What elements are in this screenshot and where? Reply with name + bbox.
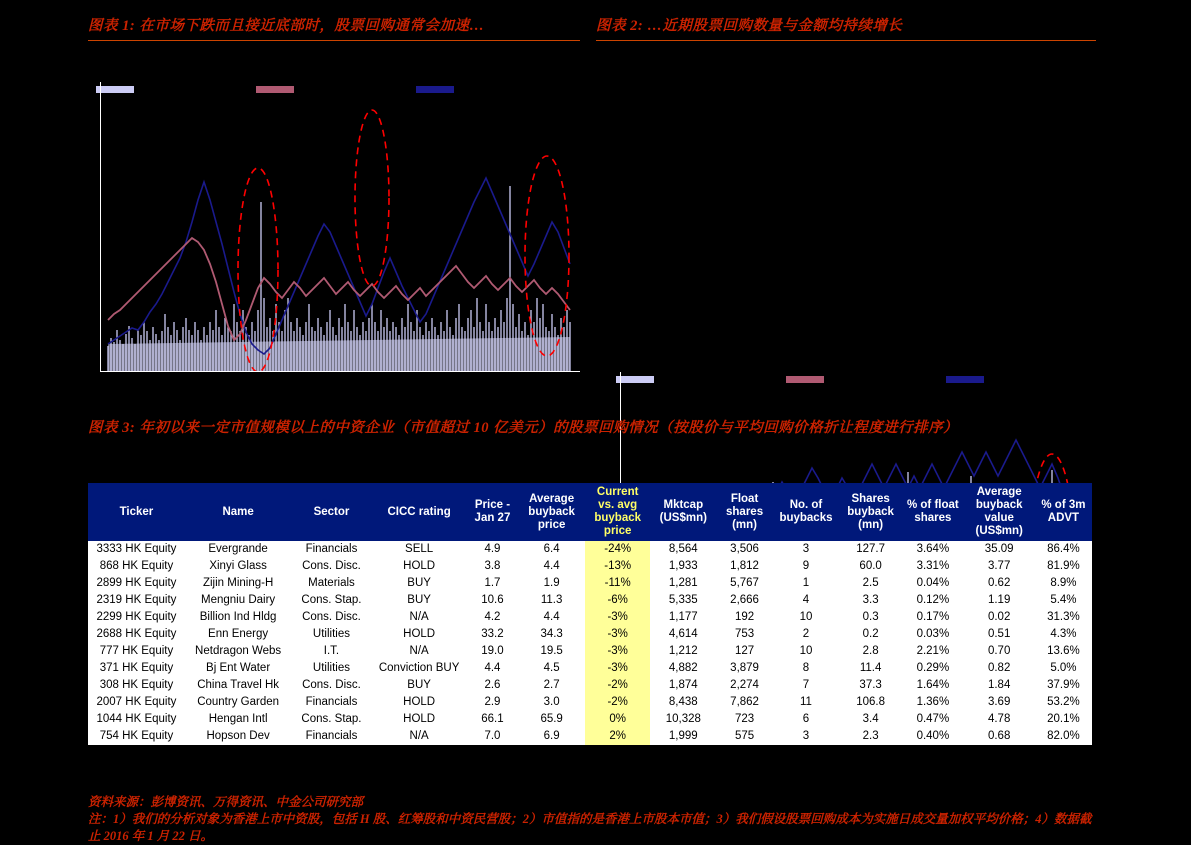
table-cell: 1,874 <box>650 677 716 694</box>
table-cell: 4.5 <box>518 660 585 677</box>
table-cell: 753 <box>716 626 773 643</box>
table-cell: 7 <box>773 677 839 694</box>
table-cell: 2.3 <box>839 728 902 745</box>
table-cell: 2899 HK Equity <box>88 575 185 592</box>
exhibit-1-x-axis <box>100 371 580 372</box>
table-cell: 0.51 <box>964 626 1035 643</box>
table-cell: 1,812 <box>716 558 773 575</box>
table-cell: 4.3% <box>1035 626 1092 643</box>
table-cell: 53.2% <box>1035 694 1092 711</box>
table-cell: 19.0 <box>467 643 519 660</box>
table-cell: 37.9% <box>1035 677 1092 694</box>
table-col-header-12[interactable]: Average buyback value (US$mn) <box>964 483 1035 541</box>
table-cell: 0.3 <box>839 609 902 626</box>
table-cell: 2.9 <box>467 694 519 711</box>
table-cell: 65.9 <box>518 711 585 728</box>
table-cell: 0.04% <box>902 575 963 592</box>
table-cell: 4.4 <box>467 660 519 677</box>
table-cell: 3.64% <box>902 541 963 558</box>
table-cell: 2007 HK Equity <box>88 694 185 711</box>
table-cell: -11% <box>585 575 650 592</box>
exhibit-1-legend-swatch-navy <box>416 86 454 93</box>
table-cell: 13.6% <box>1035 643 1092 660</box>
table-cell: 31.3% <box>1035 609 1092 626</box>
table-cell: 371 HK Equity <box>88 660 185 677</box>
buyback-table <box>88 483 1092 745</box>
table-cell: Financials <box>291 694 371 711</box>
table-cell: 3.77 <box>964 558 1035 575</box>
table-cell: Cons. Stap. <box>291 592 371 609</box>
table-cell: HOLD <box>372 626 467 643</box>
table-cell: 11 <box>773 694 839 711</box>
table-cell: Utilities <box>291 626 371 643</box>
table-cell: -3% <box>585 626 650 643</box>
table-cell: 0.70 <box>964 643 1035 660</box>
table-col-header-9[interactable]: No. of buybacks <box>773 483 839 541</box>
table-cell: 19.5 <box>518 643 585 660</box>
table-cell: Billion Ind Hldg <box>185 609 291 626</box>
table-cell: 1,281 <box>650 575 716 592</box>
table-cell: 3.31% <box>902 558 963 575</box>
table-cell: 4.4 <box>518 609 585 626</box>
table-col-header-5[interactable]: Average buyback price <box>518 483 585 541</box>
table-cell: 1,212 <box>650 643 716 660</box>
table-cell: 127 <box>716 643 773 660</box>
table-cell: 1.9 <box>518 575 585 592</box>
exhibit-1-plot <box>100 82 580 372</box>
table-cell: 3.3 <box>839 592 902 609</box>
table-cell: Bj Ent Water <box>185 660 291 677</box>
table-col-header-11[interactable]: % of float shares <box>902 483 963 541</box>
table-cell: -3% <box>585 660 650 677</box>
table-cell: 3,879 <box>716 660 773 677</box>
table-cell: 3,506 <box>716 541 773 558</box>
table-cell: SELL <box>372 541 467 558</box>
table-cell: 1,933 <box>650 558 716 575</box>
table-cell: 1044 HK Equity <box>88 711 185 728</box>
table-cell: 1.36% <box>902 694 963 711</box>
table-cell: 0.2 <box>839 626 902 643</box>
table-cell: China Travel Hk <box>185 677 291 694</box>
table-col-header-0[interactable]: Ticker <box>88 483 185 541</box>
table-cell: -3% <box>585 609 650 626</box>
table-cell: 34.3 <box>518 626 585 643</box>
table-cell: 10.6 <box>467 592 519 609</box>
table-cell: Utilities <box>291 660 371 677</box>
table-cell: 10 <box>773 643 839 660</box>
table-cell: 3333 HK Equity <box>88 541 185 558</box>
exhibit-2-legend-swatch-pink <box>786 376 824 383</box>
table-cell: Cons. Stap. <box>291 711 371 728</box>
table-cell: 9 <box>773 558 839 575</box>
footer-block <box>88 794 1098 845</box>
table-cell: 5,335 <box>650 592 716 609</box>
table-cell: 6.4 <box>518 541 585 558</box>
exhibit-2-title-block <box>596 16 1096 41</box>
table-cell: 0.12% <box>902 592 963 609</box>
table-cell: 4.78 <box>964 711 1035 728</box>
table-cell: 2.8 <box>839 643 902 660</box>
table-cell: 4.2 <box>467 609 519 626</box>
table-cell: 8,438 <box>650 694 716 711</box>
table-cell: 6.9 <box>518 728 585 745</box>
table-cell: 66.1 <box>467 711 519 728</box>
table-cell: 3.0 <box>518 694 585 711</box>
table-cell: 2.5 <box>839 575 902 592</box>
table-cell: 2.7 <box>518 677 585 694</box>
table-cell: 3.8 <box>467 558 519 575</box>
exhibit-2-legend-swatch-navy <box>946 376 984 383</box>
exhibit-1-y-axis <box>100 82 101 372</box>
table-col-header-2[interactable]: Sector <box>291 483 371 541</box>
table-cell: 86.4% <box>1035 541 1092 558</box>
table-cell: 0.47% <box>902 711 963 728</box>
table-cell: 4,614 <box>650 626 716 643</box>
table-cell: 4.9 <box>467 541 519 558</box>
table-cell: 2 <box>773 626 839 643</box>
table-cell: Hengan Intl <box>185 711 291 728</box>
table-cell: -6% <box>585 592 650 609</box>
table-cell: 8 <box>773 660 839 677</box>
exhibit-2-legend-swatch-bars <box>616 376 654 383</box>
table-cell: N/A <box>372 728 467 745</box>
table-cell: -3% <box>585 643 650 660</box>
table-row[interactable] <box>88 592 1092 609</box>
table-cell: 868 HK Equity <box>88 558 185 575</box>
exhibit-1-annotation-ellipse-2 <box>355 110 389 286</box>
table-row[interactable] <box>88 728 1092 745</box>
table-cell: 2,274 <box>716 677 773 694</box>
table-cell: 82.0% <box>1035 728 1092 745</box>
table-cell: BUY <box>372 677 467 694</box>
table-cell: 192 <box>716 609 773 626</box>
table-col-header-1[interactable]: Name <box>185 483 291 541</box>
table-cell: 7.0 <box>467 728 519 745</box>
table-row[interactable] <box>88 694 1092 711</box>
table-cell: Materials <box>291 575 371 592</box>
table-cell: 8.9% <box>1035 575 1092 592</box>
table-cell: -13% <box>585 558 650 575</box>
table-cell: BUY <box>372 592 467 609</box>
source-note: 资料来源：彭博资讯、万得资讯、中金公司研究部 <box>88 795 364 809</box>
table-cell: 35.09 <box>964 541 1035 558</box>
table-cell: 11.3 <box>518 592 585 609</box>
buyback-table-container <box>88 483 1092 745</box>
table-cell: 0.82 <box>964 660 1035 677</box>
table-cell: Evergrande <box>185 541 291 558</box>
table-cell: 0.40% <box>902 728 963 745</box>
table-cell: 0.17% <box>902 609 963 626</box>
table-cell: 5,767 <box>716 575 773 592</box>
table-cell: 4.4 <box>518 558 585 575</box>
table-cell: Conviction BUY <box>372 660 467 677</box>
table-col-header-10[interactable]: Shares buyback (mn) <box>839 483 902 541</box>
table-cell: 0.02 <box>964 609 1035 626</box>
table-cell: 0.62 <box>964 575 1035 592</box>
table-cell: Zijin Mining-H <box>185 575 291 592</box>
table-row[interactable] <box>88 575 1092 592</box>
table-cell: 1.64% <box>902 677 963 694</box>
table-cell: N/A <box>372 643 467 660</box>
table-cell: Hopson Dev <box>185 728 291 745</box>
table-cell: 127.7 <box>839 541 902 558</box>
table-row[interactable] <box>88 660 1092 677</box>
table-cell: Financials <box>291 541 371 558</box>
exhibit-3-title-block <box>88 418 1092 438</box>
table-cell: -2% <box>585 694 650 711</box>
table-cell: BUY <box>372 575 467 592</box>
table-col-header-8[interactable]: Float shares (mn) <box>716 483 773 541</box>
table-cell: 60.0 <box>839 558 902 575</box>
exhibit-1-legend-swatch-bars <box>96 86 134 93</box>
table-body <box>88 541 1092 745</box>
table-cell: 2,666 <box>716 592 773 609</box>
table-header-row <box>88 483 1092 541</box>
table-cell: 5.0% <box>1035 660 1092 677</box>
table-cell: 3 <box>773 728 839 745</box>
table-cell: Netdragon Webs <box>185 643 291 660</box>
table-cell: 1,999 <box>650 728 716 745</box>
table-cell: N/A <box>372 609 467 626</box>
table-cell: HOLD <box>372 558 467 575</box>
table-cell: Country Garden <box>185 694 291 711</box>
table-cell: 777 HK Equity <box>88 643 185 660</box>
table-row[interactable] <box>88 541 1092 558</box>
table-cell: 308 HK Equity <box>88 677 185 694</box>
table-row[interactable] <box>88 609 1092 626</box>
table-cell: 1.19 <box>964 592 1035 609</box>
table-cell: 10,328 <box>650 711 716 728</box>
table-cell: Mengniu Dairy <box>185 592 291 609</box>
footnotes: 注：1）我们的分析对象为香港上市中资股，包括 H 股、红筹股和中资民营股；2）市值指的是香港上市股本市值；3）我们假设股票回购成本为实施日成交量加权平均价格；4）数据截止 2016 年 1 月 22 日。 <box>88 812 1092 843</box>
table-cell: 37.3 <box>839 677 902 694</box>
table-cell: Cons. Disc. <box>291 558 371 575</box>
table-cell: 11.4 <box>839 660 902 677</box>
table-cell: 2319 HK Equity <box>88 592 185 609</box>
table-cell: 2688 HK Equity <box>88 626 185 643</box>
table-cell: 1 <box>773 575 839 592</box>
table-cell: 3.69 <box>964 694 1035 711</box>
exhibit-1-chart <box>100 82 580 372</box>
table-cell: 5.4% <box>1035 592 1092 609</box>
table-cell: 1,177 <box>650 609 716 626</box>
table-row[interactable] <box>88 643 1092 660</box>
table-row[interactable] <box>88 626 1092 643</box>
table-col-header-6[interactable]: Current vs. avg buyback price <box>585 483 650 541</box>
table-cell: Cons. Disc. <box>291 677 371 694</box>
table-cell: 20.1% <box>1035 711 1092 728</box>
table-cell: 754 HK Equity <box>88 728 185 745</box>
table-cell: 0.68 <box>964 728 1035 745</box>
table-cell: Financials <box>291 728 371 745</box>
table-cell: Cons. Disc. <box>291 609 371 626</box>
exhibit-1-title-block <box>88 16 580 41</box>
table-cell: 6 <box>773 711 839 728</box>
table-cell: 2.21% <box>902 643 963 660</box>
table-cell: 723 <box>716 711 773 728</box>
table-cell: 33.2 <box>467 626 519 643</box>
table-cell: 106.8 <box>839 694 902 711</box>
table-col-header-13[interactable]: % of 3m ADVT <box>1035 483 1092 541</box>
exhibit-1-legend-swatch-pink <box>256 86 294 93</box>
table-cell: I.T. <box>291 643 371 660</box>
exhibit-3-title: 图表 3: 年初以来一定市值规模以上的中资企业（市值超过 10 亿美元）的股票回购情况（按股价与平均回购价格折让程度进行排序） <box>88 420 959 436</box>
table-row[interactable] <box>88 558 1092 575</box>
table-cell: -2% <box>585 677 650 694</box>
table-col-header-4[interactable]: Price - Jan 27 <box>467 483 519 541</box>
table-cell: -24% <box>585 541 650 558</box>
table-cell: 81.9% <box>1035 558 1092 575</box>
table-col-header-3[interactable]: CICC rating <box>372 483 467 541</box>
table-col-header-7[interactable]: Mktcap (US$mn) <box>650 483 716 541</box>
table-row[interactable] <box>88 677 1092 694</box>
table-cell: 3.4 <box>839 711 902 728</box>
table-cell: HOLD <box>372 694 467 711</box>
table-cell: 2% <box>585 728 650 745</box>
table-cell: Xinyi Glass <box>185 558 291 575</box>
table-row[interactable] <box>88 711 1092 728</box>
table-cell: Enn Energy <box>185 626 291 643</box>
table-cell: 7,862 <box>716 694 773 711</box>
table-cell: 3 <box>773 541 839 558</box>
table-cell: 0.03% <box>902 626 963 643</box>
exhibit-1-title: 图表 1: 在市场下跌而且接近底部时，股票回购通常会加速… <box>88 16 580 41</box>
exhibit-2-title: 图表 2: …近期股票回购数量与金额均持续增长 <box>596 16 1096 41</box>
table-cell: 575 <box>716 728 773 745</box>
table-cell: 2299 HK Equity <box>88 609 185 626</box>
table-cell: 8,564 <box>650 541 716 558</box>
table-cell: 2.6 <box>467 677 519 694</box>
table-cell: 1.84 <box>964 677 1035 694</box>
table-cell: 1.7 <box>467 575 519 592</box>
table-cell: 4 <box>773 592 839 609</box>
table-cell: 10 <box>773 609 839 626</box>
table-cell: HOLD <box>372 711 467 728</box>
table-cell: 4,882 <box>650 660 716 677</box>
table-cell: 0.29% <box>902 660 963 677</box>
table-cell: 0% <box>585 711 650 728</box>
